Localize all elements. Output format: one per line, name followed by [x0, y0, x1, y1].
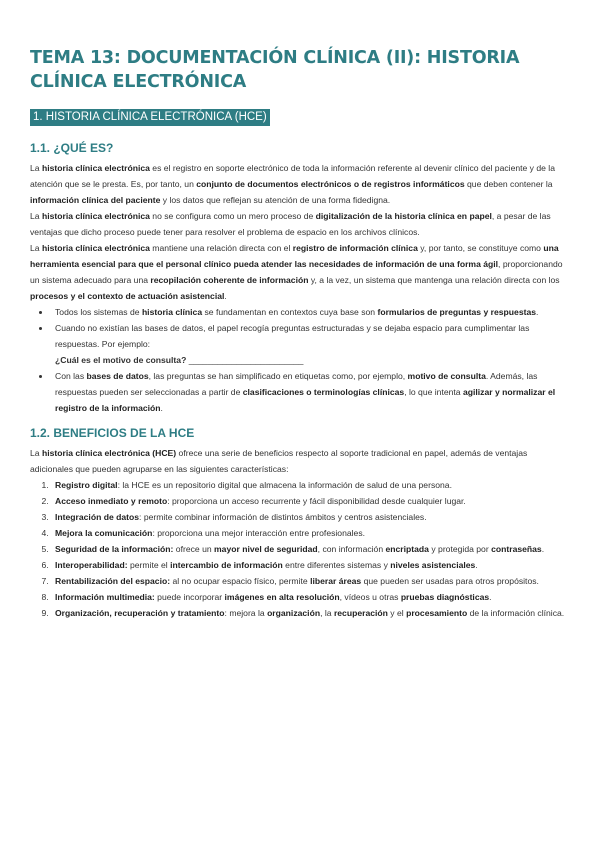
list-item: 7. Rentabilización del espacio: al no ocupar espacio físico, permite liberar áreas que pueden ser usadas para otros propósitos.: [51, 573, 568, 589]
list-item-text: Cuando no existían las bases de datos, el papel recogía preguntas estructuradas y se dejaba espacio para cumplimentar las respuestas. Por ejemplo:: [55, 323, 530, 349]
list-item: 8. Información multimedia: puede incorporar imágenes en alta resolución, vídeos u otras pruebas diagnósticas.: [51, 589, 568, 605]
list-item: 2. Acceso inmediato y remoto: proporciona un acceso recurrente y fácil disponibilidad desde cualquier lugar.: [51, 493, 568, 509]
example-question: ¿Cuál es el motivo de consulta? ________________________: [55, 355, 304, 365]
page-title: TEMA 13: DOCUMENTACIÓN CLÍNICA (II): HISTORIA CLÍNICA ELECTRÓNICA: [30, 48, 520, 92]
list-item: [51, 320, 568, 368]
paragraph: La historia clínica electrónica mantiene una relación directa con el registro de información clínica y, por tanto, se constituye como una herramienta esencial para que el personal clínico pueda atender las necesidades de información de una forma ágil, proporcionando un sistema adecuado para una recopilación coherente de información y, a la vez, un sistema que mantenga una relación directa con los procesos y el contexto de actuación asistencial.: [30, 243, 563, 301]
list-item: • Con las bases de datos, las preguntas se han simplificado en etiquetas como, por ejemplo, motivo de consulta. Además, las respuestas pueden ser seleccionadas a partir de clasificaciones o terminologías clínicas, lo que intenta agilizar y normalizar el registro de la información.: [51, 368, 568, 416]
list-item: 1. Registro digital: la HCE es un repositorio digital que almacena la información de salud de una persona.: [51, 477, 568, 493]
bullet-list: [30, 304, 568, 416]
paragraph: La historia clínica electrónica es el registro en soporte electrónico de toda la información referente al devenir clínico del paciente y de la atención que se le presta. Es, por tanto, un conjunto de documentos electrónicos o de registros informáticos que deben contener la información clínica del paciente y los datos que reflejan su atención de una forma fidedigna.: [30, 163, 555, 205]
list-item: 9. Organización, recuperación y tratamiento: mejora la organización, la recuperación y el procesamiento de la información clínica.: [51, 605, 568, 621]
section-heading-hce: 1. HISTORIA CLÍNICA ELECTRÓNICA (HCE): [30, 109, 270, 126]
list-item: 6. Interoperabilidad: permite el intercambio de información entre diferentes sistemas y niveles asistenciales.: [51, 557, 568, 573]
numbered-list: [30, 477, 568, 621]
answer-blank: ________________________: [188, 355, 304, 365]
list-item: 4. Mejora la comunicación: proporciona una mejor interacción entre profesionales.: [51, 525, 568, 541]
list-item: 5. Seguridad de la información: ofrece un mayor nivel de seguridad, con información encriptada y protegida por contraseñas.: [51, 541, 568, 557]
paragraph: La historia clínica electrónica (HCE) ofrece una serie de beneficios respecto al soporte tradicional en papel, además de ventajas adicionales que pueden agruparse en las siguientes características:: [30, 448, 528, 474]
subsection-heading-que-es: 1.1. ¿QUÉ ES?: [30, 141, 114, 155]
list-item: • Todos los sistemas de historia clínica se fundamentan en contextos cuya base son formularios de preguntas y respuestas.: [51, 304, 568, 320]
paragraph: La historia clínica electrónica no se configura como un mero proceso de digitalización de la historia clínica en papel, a pesar de las ventajas que dicho proceso puede tener para resolver el problema de espacio en los archivos clínicos.: [30, 211, 551, 237]
list-item: 3. Integración de datos: permite combinar información de distintos ámbitos y centros asistenciales.: [51, 509, 568, 525]
subsection-heading-beneficios: 1.2. BENEFICIOS DE LA HCE: [30, 426, 195, 440]
